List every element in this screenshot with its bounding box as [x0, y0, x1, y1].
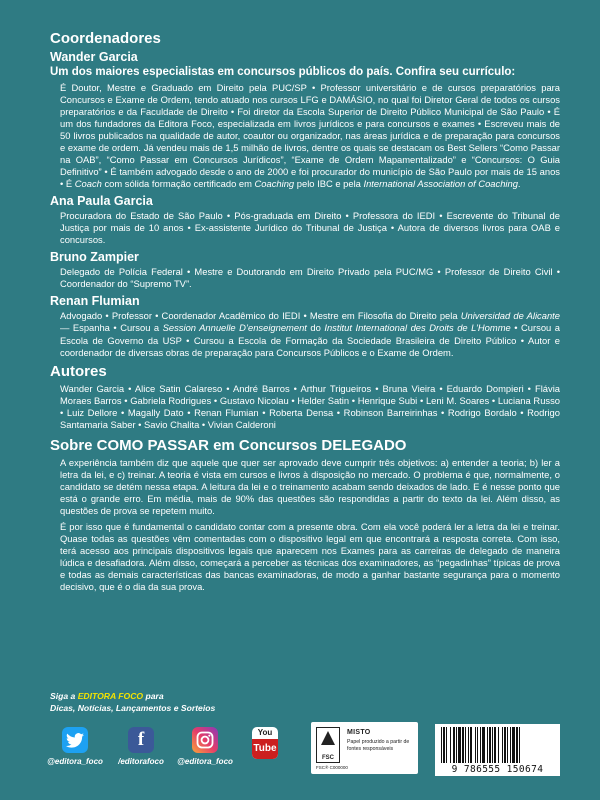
instagram-icon — [192, 727, 218, 753]
sobre-paragraph-2: É por isso que é fundamental o candidato contar com a presente obra. Com ela você poderá ler a letra da lei e treinar. Quase todas as questões vêm comentadas com o dispositivo legal em que encontrará a resposta correta. Com isso, terá acesso aos principais dispositivos legais que aparecem nos Exames para as carreiras de delegado de maneira lúdica e desafiadora. Além disso, começará a perceber as técnicas dos examinadores, as “pegadinhas” típicas de prova e todas as demais características das bancas examinadoras, de modo a ganhar bastante segurança para o momento decisivo, que é o dia da sua prova. — [60, 520, 560, 592]
coordenadores-heading: Coordenadores — [50, 30, 161, 47]
fsc-label — [311, 722, 418, 774]
social-links — [44, 727, 294, 777]
bruno-bio: Delegado de Polícia Federal • Mestre e Doutorando em Direito Privado pela PUC/MG • Professor de Direito Civil • Coordenador do “Supremo TV”. — [60, 266, 560, 290]
brand-name: EDITORA FOCO — [77, 691, 144, 701]
renan-bio: Advogado • Professor • Coordenador Acadêmico do IEDI • Mestre em Filosofia do Direito pela Universidad de Alicante — Espanha • Cursou a Session Annuelle D’enseignement do Institut International des Droits de L’Homme • Cursou a Escola de Governo da USP • Cursou a Escola de Formação da Sociedade Brasileira de Direito Público • Autor e coordenador de diversas obras de preparação para Concursos Públicos e o Exame de Ordem. — [60, 310, 560, 358]
isbn-barcode — [435, 724, 560, 776]
wander-bio: É Doutor, Mestre e Graduado em Direito pela PUC/SP • Professor universitário e de cursos preparatórios para Concursos e Exame de Ordem, tendo atuado nos cursos LFG e DAMÁSIO, no qual foi Diretor Geral de todos os cursos preparatórios e da Faculdade de Direito • Foi diretor da Escola Superior de Direito Público Municipal de São Paulo • É um dos fundadores da Editora Foco, especializada em livros jurídicos e para concursos e exames • Escreveu mais de 50 livros publicados na qualidade de autor, coautor ou organizador, nas áreas jurídica e de preparação para concursos e exame de ordem. Já vendeu mais de 1,5 milhão de livros, dentre os quais se destacam os Best Sellers “Como Passar na OAB”, “Como Passar em Concursos Jurídicos”, “Exame de Ordem Mapamentalizado” e “Concursos: O Guia Definitivo” • É também advogado desde o ano de 2000 e foi procurador do município de São Paulo por mais de 15 anos • É Coach com sólida formação certificado em Coaching pelo IBC e pela International Association of Coaching. — [60, 82, 560, 190]
barcode-bars — [441, 727, 554, 763]
twitter-link[interactable]: @editora_foco — [44, 727, 106, 766]
autores-heading: Autores — [50, 362, 107, 380]
sobre-paragraph-1: A experiência também diz que aquele que quer ser aprovado deve cumprir três objetivos: a) entender a teoria; b) ler a letra da lei, e c) treinar. A teoria é vista em cursos e livros à disposição no mercado. O problema é que, normalmente, o candidato se detém nessa etapa. A leitura da lei e o treinamento acabam sendo deixados de lado. E é nesse ponto que está o grande erro. Em média, mais de 90% das questões são respondidas a partir do texto da lei. Além disso, as questões de prova se repetem muito. — [60, 456, 560, 516]
twitter-icon — [62, 727, 88, 753]
facebook-icon: f — [128, 727, 154, 753]
fsc-title: MISTO — [347, 729, 371, 736]
fsc-tree-icon: FSC — [316, 727, 340, 763]
follow-text: Siga a EDITORA FOCO para Dicas, Notícias, Lançamentos e Sorteios — [50, 691, 216, 713]
facebook-link[interactable]: f /editorafoco — [118, 729, 164, 766]
fsc-code: FSC® C000000 — [316, 765, 348, 770]
bruno-name: Bruno Zampier — [50, 250, 139, 265]
back-cover-text — [50, 30, 560, 597]
fsc-description: Papel produzido a partir de fontes responsáveis — [347, 739, 410, 752]
instagram-link[interactable]: @editora_foco — [174, 727, 236, 766]
wander-tagline: Um dos maiores especialistas em concursos públicos do país. Confira seu currículo: — [50, 66, 516, 78]
sobre-heading: Sobre COMO PASSAR em Concursos DELEGADO — [50, 436, 407, 454]
youtube-icon: You Tube — [252, 727, 278, 759]
ana-name: Ana Paula Garcia — [50, 194, 153, 209]
ana-bio: Procuradora do Estado de São Paulo • Pós-graduada em Direito • Professora do IEDI • Escrevente do Tribunal de Justiça por mais de 10 anos • Ex-assistente Jurídico do Tribunal de Justiça • Autora de diversos livros para OAB e concursos. — [60, 210, 560, 246]
youtube-link[interactable] — [234, 727, 296, 759]
renan-name: Renan Flumian — [50, 294, 140, 309]
autores-list: Wander Garcia • Alice Satin Calareso • André Barros • Arthur Trigueiros • Bruna Vieira • Eduardo Dompieri • Flávia Moraes Barros • Gabriela Rodrigues • Gustavo Nicolau • Helder Satin • Henrique Subi • Leni M. Soares • Luciana Russo • Luiz Dellore • Magally Dato • Renan Flumian • Roberta Densa • Robinson Barreirinhas • Rodrigo Bordalo • Rodrigo Santamaria Saber • Savio Chalita • Vivian Calderoni — [60, 382, 560, 430]
wander-name: Wander Garcia — [50, 50, 138, 64]
isbn-number: 9 786555 150674 — [451, 764, 544, 775]
